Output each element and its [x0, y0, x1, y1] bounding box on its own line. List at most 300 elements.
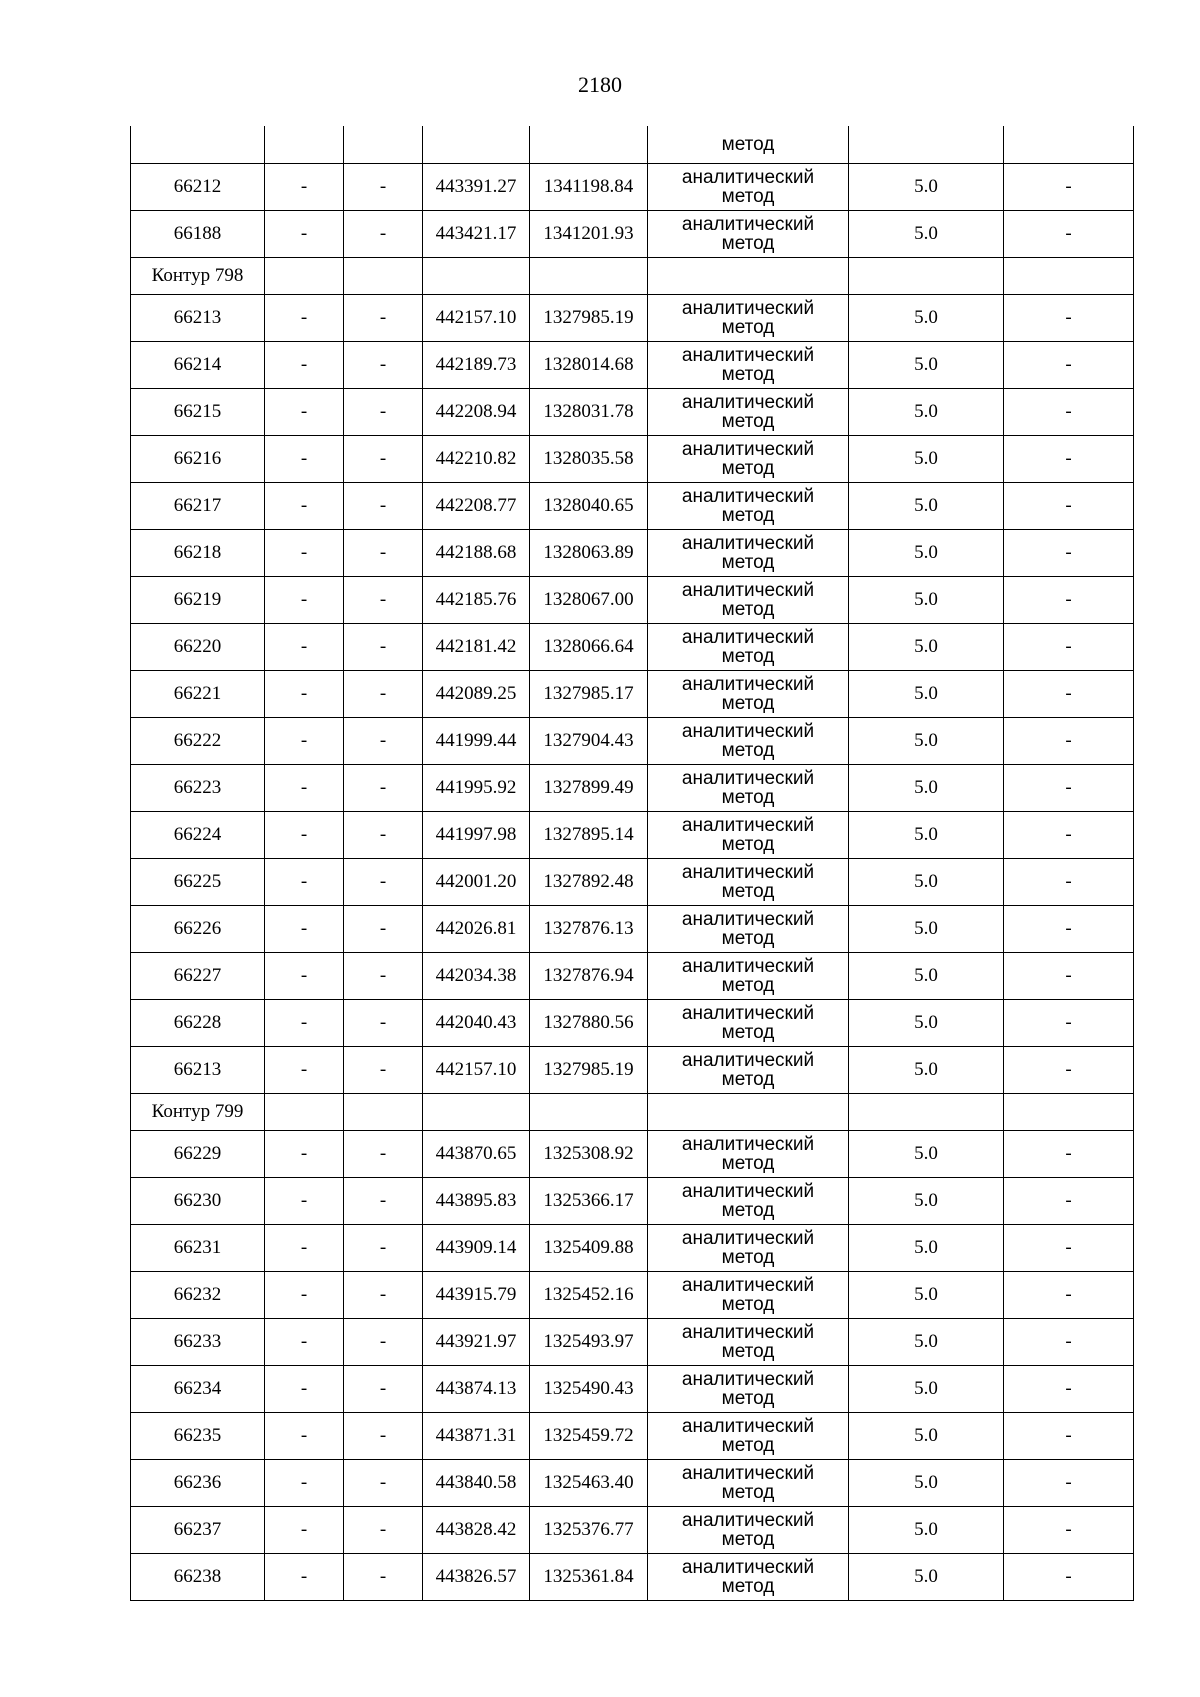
dash-cell: - — [1004, 1553, 1134, 1600]
x-coordinate-cell: 442185.76 — [423, 576, 530, 623]
dash-cell: - — [1004, 764, 1134, 811]
method-line-2: метод — [721, 1434, 775, 1456]
dash-cell: - — [1004, 435, 1134, 482]
x-coordinate-cell: 442089.25 — [423, 670, 530, 717]
accuracy-cell: 5.0 — [849, 1365, 1004, 1412]
y-coordinate-cell: 1328031.78 — [530, 388, 648, 435]
dash-cell: - — [265, 1224, 344, 1271]
accuracy-cell: 5.0 — [849, 1459, 1004, 1506]
method-cell — [648, 1318, 849, 1365]
point-id-cell: 66223 — [131, 764, 265, 811]
dash-cell: - — [265, 1506, 344, 1553]
method-cell — [648, 1130, 849, 1177]
dash-cell: - — [265, 1271, 344, 1318]
dash-cell: - — [1004, 294, 1134, 341]
y-coordinate-cell: 1327876.13 — [530, 905, 648, 952]
table-row — [131, 576, 1134, 623]
dash-cell: - — [265, 1177, 344, 1224]
y-coordinate-cell: 1325452.16 — [530, 1271, 648, 1318]
table-row — [131, 670, 1134, 717]
dash-cell: - — [344, 1318, 423, 1365]
dash-cell: - — [1004, 1224, 1134, 1271]
method-line-1: аналитический — [681, 297, 815, 319]
method-line-2: метод — [721, 1387, 775, 1409]
method-line-1: аналитический — [681, 1002, 815, 1024]
dash-cell: - — [1004, 482, 1134, 529]
method-line-1: аналитический — [681, 166, 815, 188]
table-row — [131, 1130, 1134, 1177]
method-cell — [648, 1271, 849, 1318]
point-id-cell: 66225 — [131, 858, 265, 905]
method-line-2: метод — [721, 786, 775, 808]
method-line-1: аналитический — [681, 213, 815, 235]
method-line-2: метод — [721, 974, 775, 996]
x-coordinate-cell: 442001.20 — [423, 858, 530, 905]
method-cell — [648, 999, 849, 1046]
contour-header-row — [131, 257, 1134, 294]
accuracy-cell: 5.0 — [849, 576, 1004, 623]
table-row — [131, 905, 1134, 952]
table-row — [131, 1459, 1134, 1506]
table-row — [131, 435, 1134, 482]
dash-cell: - — [344, 1506, 423, 1553]
dash-cell: - — [1004, 1459, 1134, 1506]
x-coordinate-cell: 443840.58 — [423, 1459, 530, 1506]
y-coordinate-cell: 1328014.68 — [530, 341, 648, 388]
y-coordinate-cell: 1327904.43 — [530, 717, 648, 764]
dash-cell: - — [344, 717, 423, 764]
point-id-cell: 66236 — [131, 1459, 265, 1506]
dash-cell: - — [1004, 1412, 1134, 1459]
x-coordinate-cell: 443921.97 — [423, 1318, 530, 1365]
point-id-cell: 66228 — [131, 999, 265, 1046]
point-id-cell: 66229 — [131, 1130, 265, 1177]
accuracy-cell: 5.0 — [849, 999, 1004, 1046]
point-id-cell: 66230 — [131, 1177, 265, 1224]
table-cell — [265, 257, 344, 294]
method-line-2: метод — [721, 598, 775, 620]
method-cell — [648, 717, 849, 764]
method-line-1: аналитический — [681, 391, 815, 413]
dash-cell: - — [265, 1046, 344, 1093]
dash-cell: - — [344, 1224, 423, 1271]
y-coordinate-cell: 1325308.92 — [530, 1130, 648, 1177]
method-line-1: аналитический — [681, 532, 815, 554]
method-line-2: метод — [721, 1068, 775, 1090]
table-cell — [530, 257, 648, 294]
dash-cell: - — [344, 1412, 423, 1459]
method-cell — [648, 1177, 849, 1224]
dash-cell: - — [265, 1553, 344, 1600]
accuracy-cell: 5.0 — [849, 529, 1004, 576]
dash-cell: - — [265, 576, 344, 623]
method-cell — [648, 1365, 849, 1412]
x-coordinate-cell: 443871.31 — [423, 1412, 530, 1459]
method-cell — [648, 1506, 849, 1553]
method-line-2: метод — [721, 1340, 775, 1362]
y-coordinate-cell: 1327985.17 — [530, 670, 648, 717]
dash-cell: - — [265, 294, 344, 341]
method-cell — [648, 764, 849, 811]
dash-cell: - — [344, 294, 423, 341]
accuracy-cell: 5.0 — [849, 858, 1004, 905]
method-line-2: метод — [721, 927, 775, 949]
dash-cell: - — [265, 482, 344, 529]
y-coordinate-cell: 1327985.19 — [530, 294, 648, 341]
contour-header-row — [131, 1093, 1134, 1130]
method-line-1: аналитический — [681, 814, 815, 836]
y-coordinate-cell: 1327899.49 — [530, 764, 648, 811]
accuracy-cell: 5.0 — [849, 1271, 1004, 1318]
table-row — [131, 163, 1134, 210]
point-id-cell: 66219 — [131, 576, 265, 623]
dash-cell: - — [1004, 529, 1134, 576]
table-cell — [423, 126, 530, 163]
point-id-cell: 66214 — [131, 341, 265, 388]
x-coordinate-cell: 441995.92 — [423, 764, 530, 811]
dash-cell: - — [265, 1459, 344, 1506]
table-row — [131, 999, 1134, 1046]
point-id-cell: 66227 — [131, 952, 265, 999]
accuracy-cell: 5.0 — [849, 717, 1004, 764]
method-line-2: метод — [721, 1528, 775, 1550]
table-cell — [530, 1093, 648, 1130]
dash-cell: - — [265, 811, 344, 858]
method-cell — [648, 1553, 849, 1600]
table-row — [131, 529, 1134, 576]
dash-cell: - — [265, 858, 344, 905]
dash-cell: - — [344, 623, 423, 670]
table-row — [131, 1177, 1134, 1224]
dash-cell: - — [344, 670, 423, 717]
x-coordinate-cell: 442210.82 — [423, 435, 530, 482]
table-row — [131, 1224, 1134, 1271]
table-row — [131, 623, 1134, 670]
point-id-cell: 66231 — [131, 1224, 265, 1271]
dash-cell: - — [1004, 717, 1134, 764]
method-line-1: аналитический — [681, 1556, 815, 1578]
table-cell — [344, 257, 423, 294]
table-cell — [648, 1093, 849, 1130]
x-coordinate-cell: 443870.65 — [423, 1130, 530, 1177]
point-id-cell: 66224 — [131, 811, 265, 858]
dash-cell: - — [344, 858, 423, 905]
point-id-cell: 66217 — [131, 482, 265, 529]
accuracy-cell: 5.0 — [849, 905, 1004, 952]
dash-cell: - — [1004, 1318, 1134, 1365]
dash-cell: - — [265, 952, 344, 999]
method-line-1: аналитический — [681, 955, 815, 977]
method-line-1: аналитический — [681, 485, 815, 507]
table-cell — [344, 126, 423, 163]
dash-cell: - — [344, 163, 423, 210]
dash-cell: - — [265, 341, 344, 388]
method-cell — [648, 341, 849, 388]
x-coordinate-cell: 443874.13 — [423, 1365, 530, 1412]
dash-cell: - — [344, 210, 423, 257]
table-row — [131, 482, 1134, 529]
method-line-1: аналитический — [681, 344, 815, 366]
y-coordinate-cell: 1341201.93 — [530, 210, 648, 257]
x-coordinate-cell: 443909.14 — [423, 1224, 530, 1271]
accuracy-cell: 5.0 — [849, 1412, 1004, 1459]
method-line-2: метод — [721, 457, 775, 479]
y-coordinate-cell: 1325463.40 — [530, 1459, 648, 1506]
method-line-2: метод — [721, 1152, 775, 1174]
method-cell — [648, 529, 849, 576]
y-coordinate-cell: 1328035.58 — [530, 435, 648, 482]
point-id-cell: 66220 — [131, 623, 265, 670]
y-coordinate-cell: 1325493.97 — [530, 1318, 648, 1365]
dash-cell: - — [265, 999, 344, 1046]
y-coordinate-cell: 1325459.72 — [530, 1412, 648, 1459]
point-id-cell: 66215 — [131, 388, 265, 435]
method-line-2: метод — [721, 1481, 775, 1503]
point-id-cell: 66213 — [131, 1046, 265, 1093]
accuracy-cell: 5.0 — [849, 435, 1004, 482]
y-coordinate-cell: 1327985.19 — [530, 1046, 648, 1093]
table-cell — [530, 126, 648, 163]
table-row — [131, 1318, 1134, 1365]
method-cell — [648, 576, 849, 623]
dash-cell: - — [1004, 1365, 1134, 1412]
table-cell — [849, 126, 1004, 163]
method-line-1: аналитический — [681, 626, 815, 648]
dash-cell: - — [344, 764, 423, 811]
dash-cell: - — [1004, 952, 1134, 999]
table-row — [131, 717, 1134, 764]
coordinates-table — [130, 126, 1134, 1601]
dash-cell: - — [344, 1365, 423, 1412]
dash-cell: - — [265, 670, 344, 717]
method-line-1: аналитический — [681, 908, 815, 930]
contour-label: Контур 799 — [131, 1093, 265, 1130]
accuracy-cell: 5.0 — [849, 670, 1004, 717]
dash-cell: - — [265, 764, 344, 811]
method-cell — [648, 482, 849, 529]
point-id-cell: 66218 — [131, 529, 265, 576]
method-line-2: метод — [721, 1199, 775, 1221]
method-line-2: метод — [721, 1246, 775, 1268]
accuracy-cell: 5.0 — [849, 1177, 1004, 1224]
method-line-1: аналитический — [681, 1227, 815, 1249]
method-cell — [648, 952, 849, 999]
dash-cell: - — [344, 529, 423, 576]
dash-cell: - — [1004, 858, 1134, 905]
point-id-cell: 66238 — [131, 1553, 265, 1600]
continuation-row — [131, 126, 1134, 163]
table-row — [131, 341, 1134, 388]
table-cell — [423, 257, 530, 294]
point-id-cell: 66234 — [131, 1365, 265, 1412]
accuracy-cell: 5.0 — [849, 811, 1004, 858]
method-line-1: аналитический — [681, 767, 815, 789]
method-line-2: метод — [721, 1021, 775, 1043]
accuracy-cell: 5.0 — [849, 482, 1004, 529]
point-id-cell: 66216 — [131, 435, 265, 482]
x-coordinate-cell: 442208.94 — [423, 388, 530, 435]
table-cell — [265, 1093, 344, 1130]
method-cell — [648, 858, 849, 905]
dash-cell: - — [265, 529, 344, 576]
dash-cell: - — [265, 717, 344, 764]
method-line-2: метод — [721, 1575, 775, 1597]
method-line-2: метод — [721, 880, 775, 902]
x-coordinate-cell: 443826.57 — [423, 1553, 530, 1600]
method-cell — [648, 163, 849, 210]
y-coordinate-cell: 1328063.89 — [530, 529, 648, 576]
dash-cell: - — [1004, 163, 1134, 210]
method-cell — [648, 435, 849, 482]
table-row — [131, 952, 1134, 999]
table-row — [131, 1046, 1134, 1093]
x-coordinate-cell: 443915.79 — [423, 1271, 530, 1318]
method-line-1: аналитический — [681, 1133, 815, 1155]
dash-cell: - — [265, 210, 344, 257]
accuracy-cell: 5.0 — [849, 952, 1004, 999]
table-cell — [849, 1093, 1004, 1130]
method-line-2: метод — [721, 410, 775, 432]
accuracy-cell: 5.0 — [849, 210, 1004, 257]
dash-cell: - — [265, 1365, 344, 1412]
dash-cell: - — [265, 905, 344, 952]
accuracy-cell: 5.0 — [849, 388, 1004, 435]
method-line-1: аналитический — [681, 1321, 815, 1343]
x-coordinate-cell: 442026.81 — [423, 905, 530, 952]
dash-cell: - — [344, 1459, 423, 1506]
x-coordinate-cell: 441999.44 — [423, 717, 530, 764]
method-cell — [648, 1412, 849, 1459]
point-id-cell: 66233 — [131, 1318, 265, 1365]
table-row — [131, 811, 1134, 858]
y-coordinate-cell: 1327892.48 — [530, 858, 648, 905]
method-line-2: метод — [721, 739, 775, 761]
method-line-1: аналитический — [681, 1274, 815, 1296]
table-cell — [1004, 257, 1134, 294]
point-id-cell: 66232 — [131, 1271, 265, 1318]
contour-label: Контур 798 — [131, 257, 265, 294]
table-row — [131, 1553, 1134, 1600]
table-cell — [1004, 126, 1134, 163]
accuracy-cell: 5.0 — [849, 764, 1004, 811]
x-coordinate-cell: 442208.77 — [423, 482, 530, 529]
dash-cell: - — [1004, 905, 1134, 952]
table-row — [131, 294, 1134, 341]
method-cell — [648, 811, 849, 858]
dash-cell: - — [1004, 388, 1134, 435]
dash-cell: - — [1004, 1271, 1134, 1318]
dash-cell: - — [344, 1553, 423, 1600]
method-cell: метод — [648, 126, 849, 163]
method-line-2: метод — [721, 551, 775, 573]
dash-cell: - — [344, 999, 423, 1046]
table-row — [131, 388, 1134, 435]
method-line-1: аналитический — [681, 579, 815, 601]
point-id-cell: 66226 — [131, 905, 265, 952]
dash-cell: - — [265, 623, 344, 670]
x-coordinate-cell: 443895.83 — [423, 1177, 530, 1224]
accuracy-cell: 5.0 — [849, 1318, 1004, 1365]
y-coordinate-cell: 1325361.84 — [530, 1553, 648, 1600]
dash-cell: - — [1004, 999, 1134, 1046]
x-coordinate-cell: 442189.73 — [423, 341, 530, 388]
method-line-2: метод — [721, 504, 775, 526]
table-row — [131, 858, 1134, 905]
dash-cell: - — [344, 1177, 423, 1224]
method-line-1: аналитический — [681, 1049, 815, 1071]
dash-cell: - — [344, 1271, 423, 1318]
y-coordinate-cell: 1325409.88 — [530, 1224, 648, 1271]
point-id-cell: 66235 — [131, 1412, 265, 1459]
x-coordinate-cell: 442181.42 — [423, 623, 530, 670]
table-row — [131, 1271, 1134, 1318]
method-line-2: метод — [721, 833, 775, 855]
dash-cell: - — [344, 435, 423, 482]
method-cell — [648, 670, 849, 717]
method-line-2: метод — [721, 232, 775, 254]
point-id-cell: 66212 — [131, 163, 265, 210]
accuracy-cell: 5.0 — [849, 294, 1004, 341]
dash-cell: - — [1004, 341, 1134, 388]
x-coordinate-cell: 443828.42 — [423, 1506, 530, 1553]
x-coordinate-cell: 441997.98 — [423, 811, 530, 858]
x-coordinate-cell: 442188.68 — [423, 529, 530, 576]
method-line-1: аналитический — [681, 720, 815, 742]
table-cell — [344, 1093, 423, 1130]
dash-cell: - — [344, 1046, 423, 1093]
method-cell — [648, 1046, 849, 1093]
y-coordinate-cell: 1328067.00 — [530, 576, 648, 623]
method-line-1: аналитический — [681, 438, 815, 460]
table-cell — [131, 126, 265, 163]
accuracy-cell: 5.0 — [849, 341, 1004, 388]
dash-cell: - — [1004, 1506, 1134, 1553]
method-line-1: аналитический — [681, 1509, 815, 1531]
dash-cell: - — [344, 482, 423, 529]
method-line-1: аналитический — [681, 861, 815, 883]
y-coordinate-cell: 1325366.17 — [530, 1177, 648, 1224]
x-coordinate-cell: 442157.10 — [423, 1046, 530, 1093]
method-cell — [648, 1459, 849, 1506]
method-line-2: метод — [721, 316, 775, 338]
table-cell — [265, 126, 344, 163]
table-cell — [1004, 1093, 1134, 1130]
dash-cell: - — [265, 388, 344, 435]
point-id-cell: 66221 — [131, 670, 265, 717]
dash-cell: - — [1004, 210, 1134, 257]
method-cell — [648, 623, 849, 670]
accuracy-cell: 5.0 — [849, 1506, 1004, 1553]
dash-cell: - — [344, 341, 423, 388]
dash-cell: - — [1004, 1177, 1134, 1224]
method-line-2: метод — [721, 645, 775, 667]
point-id-cell: 66237 — [131, 1506, 265, 1553]
x-coordinate-cell: 442040.43 — [423, 999, 530, 1046]
dash-cell: - — [344, 388, 423, 435]
accuracy-cell: 5.0 — [849, 163, 1004, 210]
table-row — [131, 1506, 1134, 1553]
table-row — [131, 1365, 1134, 1412]
point-id-cell: 66222 — [131, 717, 265, 764]
table-body — [131, 126, 1134, 1600]
method-cell — [648, 294, 849, 341]
method-cell — [648, 210, 849, 257]
table-row — [131, 210, 1134, 257]
method-line-1: аналитический — [681, 1415, 815, 1437]
table-cell — [849, 257, 1004, 294]
method-line-1: аналитический — [681, 1180, 815, 1202]
dash-cell: - — [1004, 1046, 1134, 1093]
